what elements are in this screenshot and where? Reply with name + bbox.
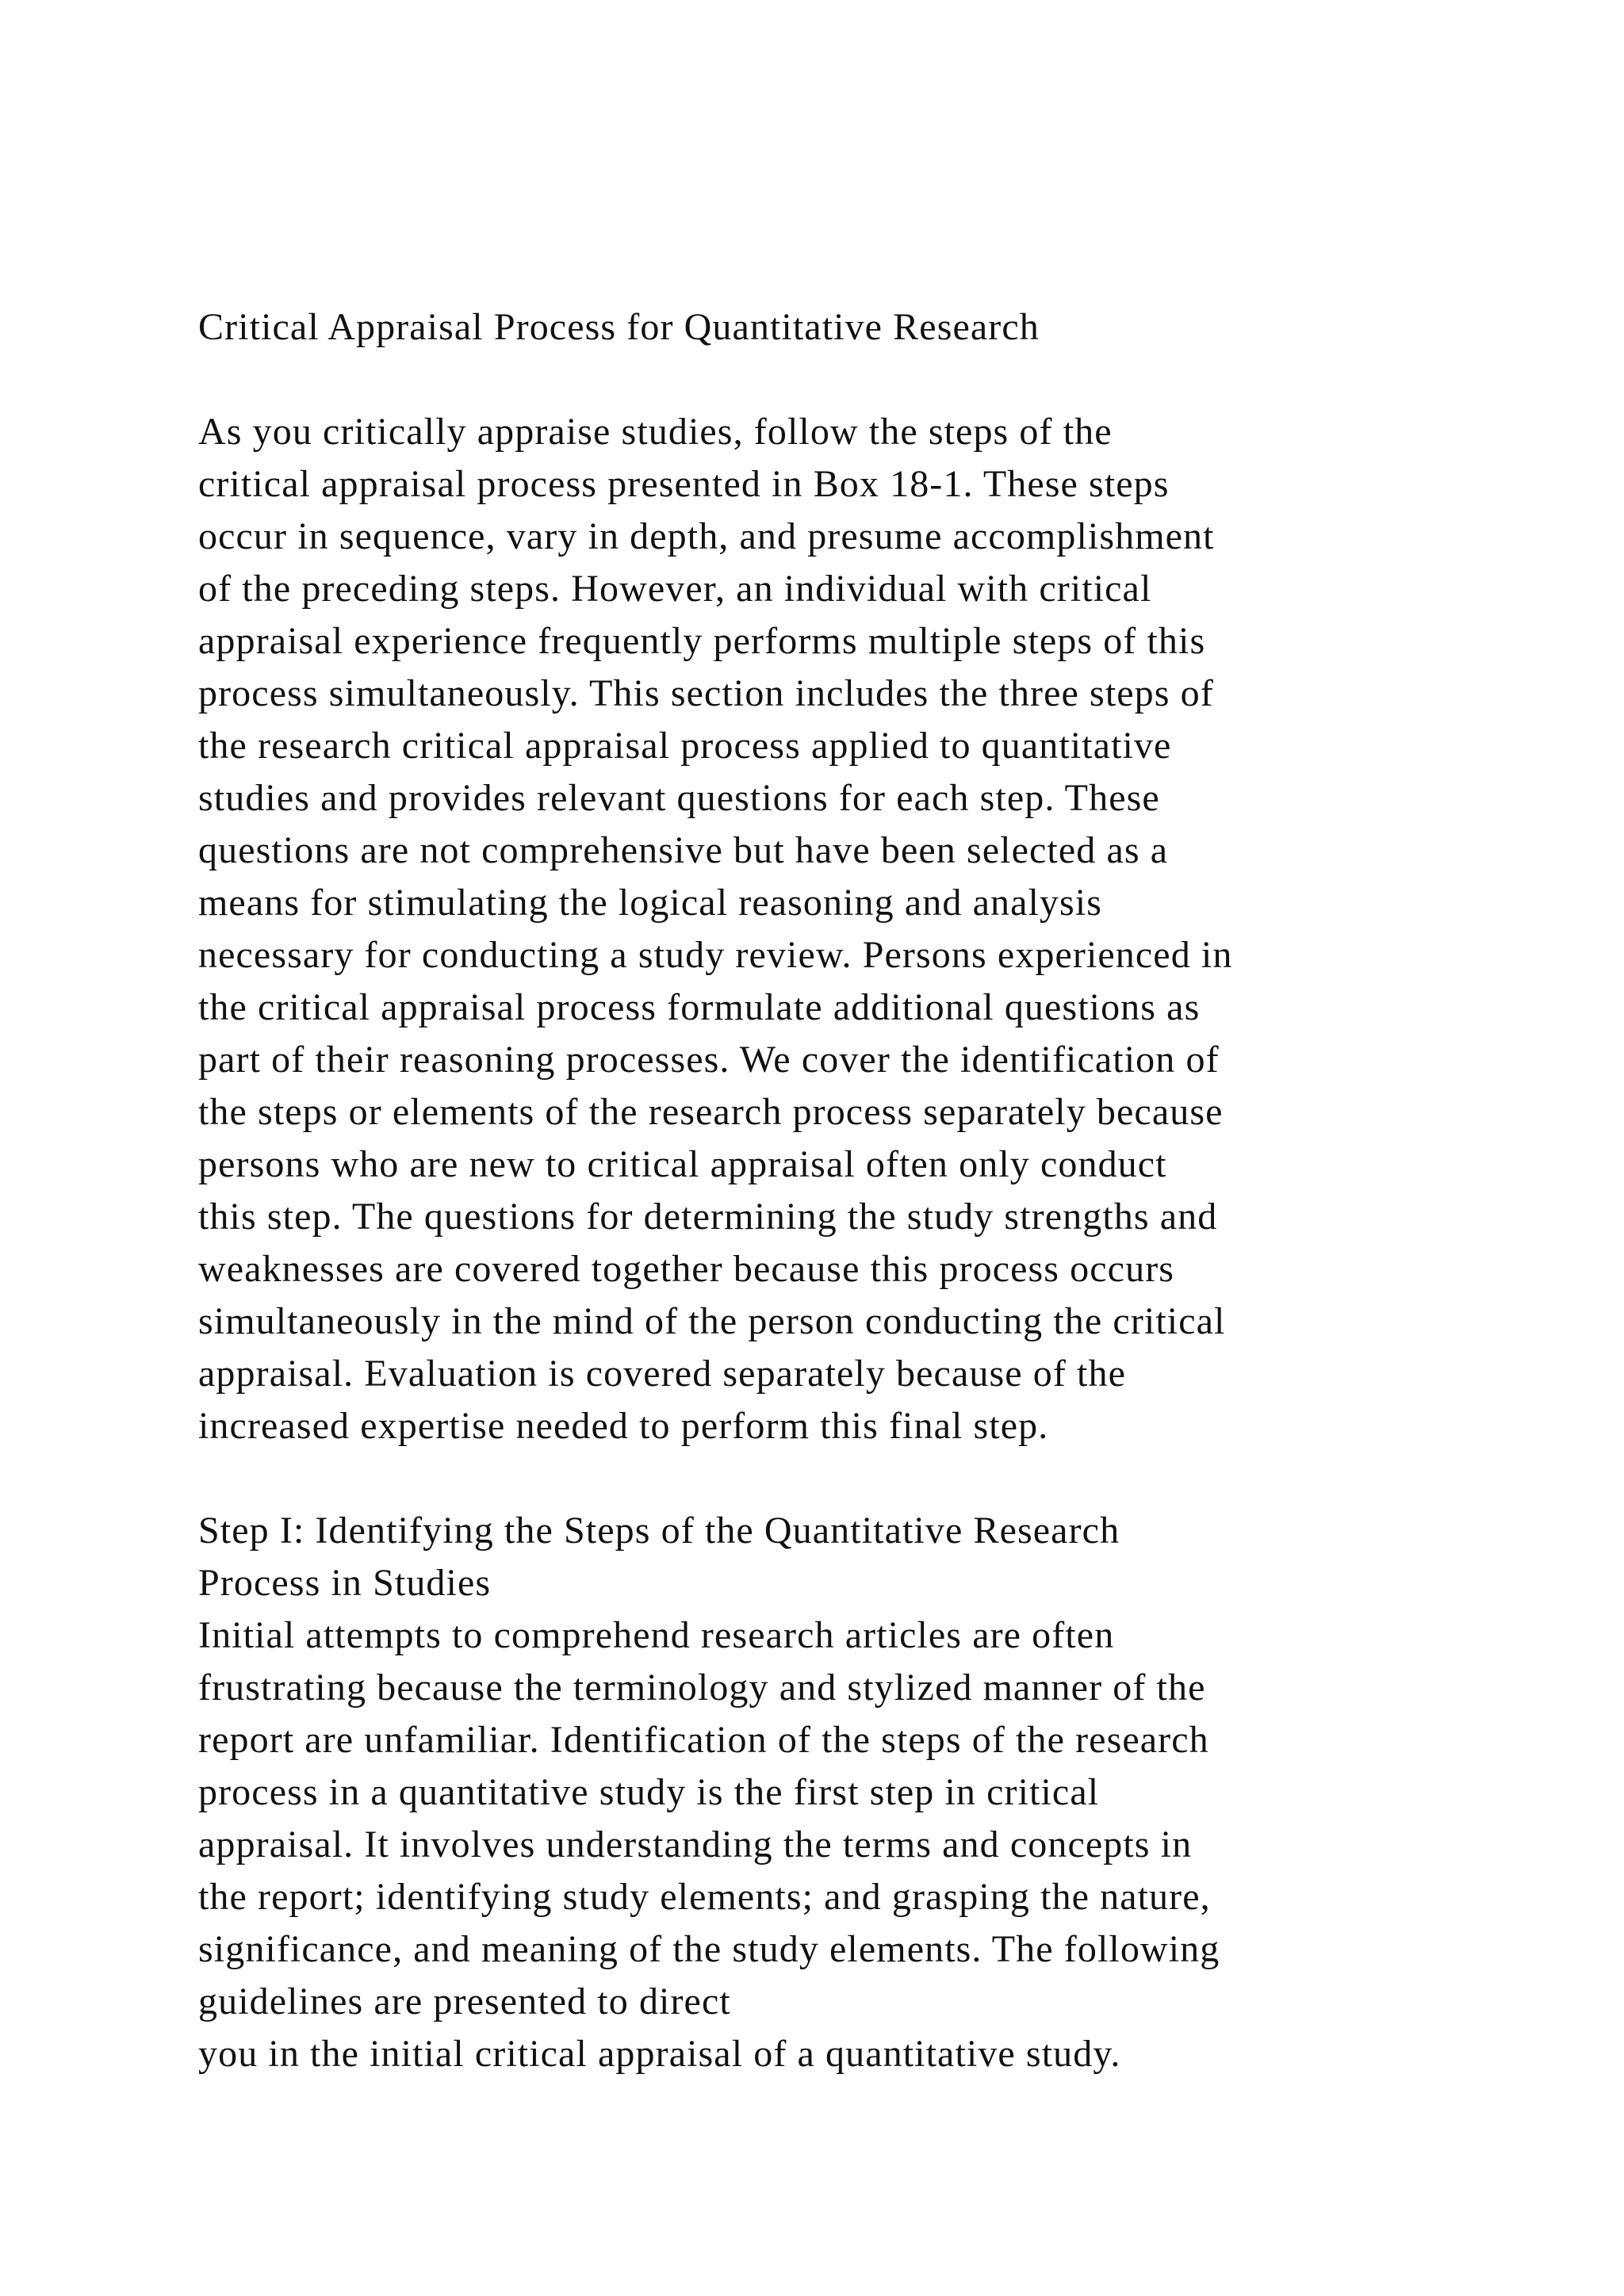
intro-paragraph bbox=[198, 406, 1515, 1452]
text-line: appraisal. It involves understanding the terms and concepts in bbox=[198, 1823, 1193, 1866]
text-line: Initial attempts to comprehend research articles are often bbox=[198, 1614, 1115, 1656]
text-line: appraisal experience frequently performs multiple steps of this bbox=[198, 620, 1206, 662]
text-line: the report; identifying study elements; and grasping the nature, bbox=[198, 1876, 1211, 1918]
text-line: significance, and meaning of the study elements. The following bbox=[198, 1928, 1220, 1970]
text-line: means for stimulating the logical reasoning and analysis bbox=[198, 882, 1103, 924]
document-title: Critical Appraisal Process for Quantitative Research bbox=[198, 306, 1040, 348]
document-body bbox=[198, 301, 1515, 2080]
text-line: critical appraisal process presented in Box 18-1. These steps bbox=[198, 463, 1170, 505]
text-line: questions are not comprehensive but have been selected as a bbox=[198, 829, 1169, 871]
text-line: necessary for conducting a study review. Persons experienced in bbox=[198, 934, 1233, 976]
text-line: weaknesses are covered together because this process occurs bbox=[198, 1248, 1175, 1290]
text-line: simultaneously in the mind of the person conducting the critical bbox=[198, 1300, 1226, 1342]
heading-line: Step I: Identifying the Steps of the Quantitative Research bbox=[198, 1510, 1120, 1552]
text-line: the critical appraisal process formulate additional questions as bbox=[198, 986, 1201, 1028]
text-line: frustrating because the terminology and stylized manner of the bbox=[198, 1667, 1206, 1709]
text-line: the steps or elements of the research process separately because bbox=[198, 1091, 1224, 1133]
text-line: of the preceding steps. However, an individual with critical bbox=[198, 568, 1152, 610]
paragraph-gap bbox=[198, 354, 1515, 406]
text-line: you in the initial critical appraisal of a quantitative study. bbox=[198, 2033, 1121, 2075]
heading-line: Process in Studies bbox=[198, 1562, 492, 1604]
text-line: process simultaneously. This section includes the three steps of bbox=[198, 672, 1214, 714]
text-line: studies and provides relevant questions for each step. These bbox=[198, 777, 1160, 819]
step1-heading bbox=[198, 1505, 1515, 1609]
text-line: persons who are new to critical appraisal often only conduct bbox=[198, 1143, 1167, 1185]
text-line: process in a quantitative study is the first step in critical bbox=[198, 1771, 1100, 1813]
text-line: part of their reasoning processes. We cover the identification of bbox=[198, 1039, 1220, 1081]
text-line: guidelines are presented to direct bbox=[198, 1980, 731, 2022]
text-line: appraisal. Evaluation is covered separately because of the bbox=[198, 1353, 1126, 1395]
step1-paragraph bbox=[198, 1609, 1515, 2080]
text-line: this step. The questions for determining the study strengths and bbox=[198, 1196, 1218, 1238]
text-line: occur in sequence, vary in depth, and presume accomplishment bbox=[198, 515, 1215, 557]
text-line: As you critically appraise studies, follow the steps of the bbox=[198, 411, 1113, 453]
text-line: the research critical appraisal process applied to quantitative bbox=[198, 725, 1172, 767]
text-line: increased expertise needed to perform this final step. bbox=[198, 1405, 1049, 1447]
text-line: report are unfamiliar. Identification of the steps of the research bbox=[198, 1719, 1209, 1761]
paragraph-gap bbox=[198, 1452, 1515, 1505]
